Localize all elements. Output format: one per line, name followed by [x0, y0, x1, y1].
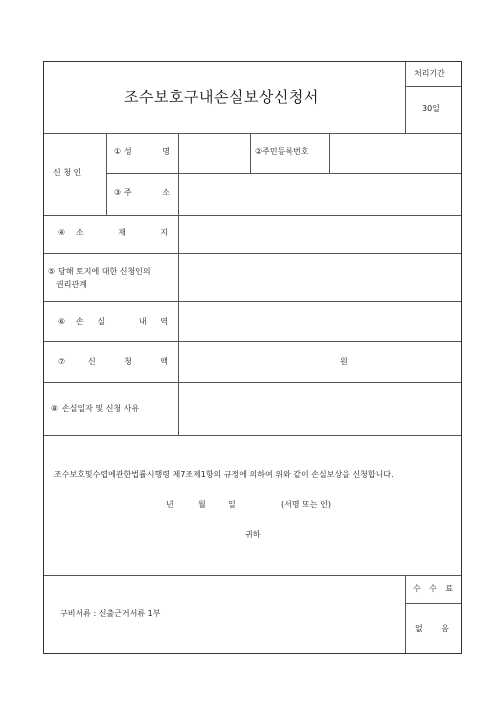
processing-period-value: 30일 — [422, 104, 440, 113]
address-num: ③ — [114, 188, 122, 197]
rule-declaration-bottom — [44, 575, 461, 576]
rights-label-line2: 권리관계 — [56, 280, 87, 289]
rule-id-right — [329, 133, 330, 173]
loss-detail-num: ⑥ — [58, 317, 66, 326]
rule-name-right — [250, 133, 251, 173]
applicant-label: 신 청 인 — [53, 168, 82, 177]
reason-label: 손실일자 및 신청 사유 — [62, 404, 140, 413]
location-num: ④ — [58, 228, 66, 237]
processing-period-label: 처리기간 — [414, 69, 445, 78]
rule-label-column — [178, 133, 179, 435]
rule-loss-bottom — [44, 341, 461, 342]
rule-fee-left — [405, 575, 406, 653]
loss-detail-label: 손 실 내 역 — [76, 317, 168, 326]
address-label: 주 소 — [124, 188, 170, 197]
fee-label: 수 수 료 — [413, 584, 453, 593]
rule-rights-bottom — [44, 301, 461, 302]
rights-label-line1: 당해 토지에 대한 신청인의 — [58, 267, 151, 276]
rule-location-bottom — [44, 253, 461, 254]
rights-num: ⑤ — [48, 267, 56, 276]
rule-applicant-split — [106, 173, 461, 174]
form-title: 조수보호구내손실보상신청서 — [124, 88, 319, 106]
declaration-text: 조수보호및수렵에관한법률시행령 제7조제1항의 규정에 의하여 위와 같이 손실보상을 신청합니다. — [54, 470, 394, 479]
reason-num: ⑧ — [51, 404, 59, 413]
date-year: 년 — [166, 500, 174, 509]
name-label: 성 명 — [124, 147, 170, 156]
signature-label: (서명 또는 인) — [281, 500, 331, 509]
rule-reason-bottom — [44, 435, 461, 436]
addressee: 귀하 — [245, 530, 261, 539]
application-form — [43, 61, 462, 654]
date-month: 월 — [198, 500, 206, 509]
claim-unit: 원 — [340, 357, 348, 366]
fee-value: 없 음 — [415, 624, 449, 633]
attachments-text: 구비서류 : 신출근거서류 1부 — [60, 609, 161, 618]
rule-fee-split — [405, 603, 461, 604]
rule-processing-split — [405, 86, 461, 87]
rule-processing-left — [405, 62, 406, 133]
resident-id-label: ②주민등록번호 — [255, 147, 309, 156]
claim-label: 신 청 액 — [88, 357, 168, 366]
rule-applicant-bottom — [44, 215, 461, 216]
location-label: 소 재 지 — [76, 228, 168, 237]
date-day: 일 — [228, 500, 236, 509]
rule-applicant-label — [106, 133, 107, 215]
name-num: ① — [114, 147, 122, 156]
rule-claim-bottom — [44, 382, 461, 383]
claim-num: ⑦ — [58, 357, 66, 366]
